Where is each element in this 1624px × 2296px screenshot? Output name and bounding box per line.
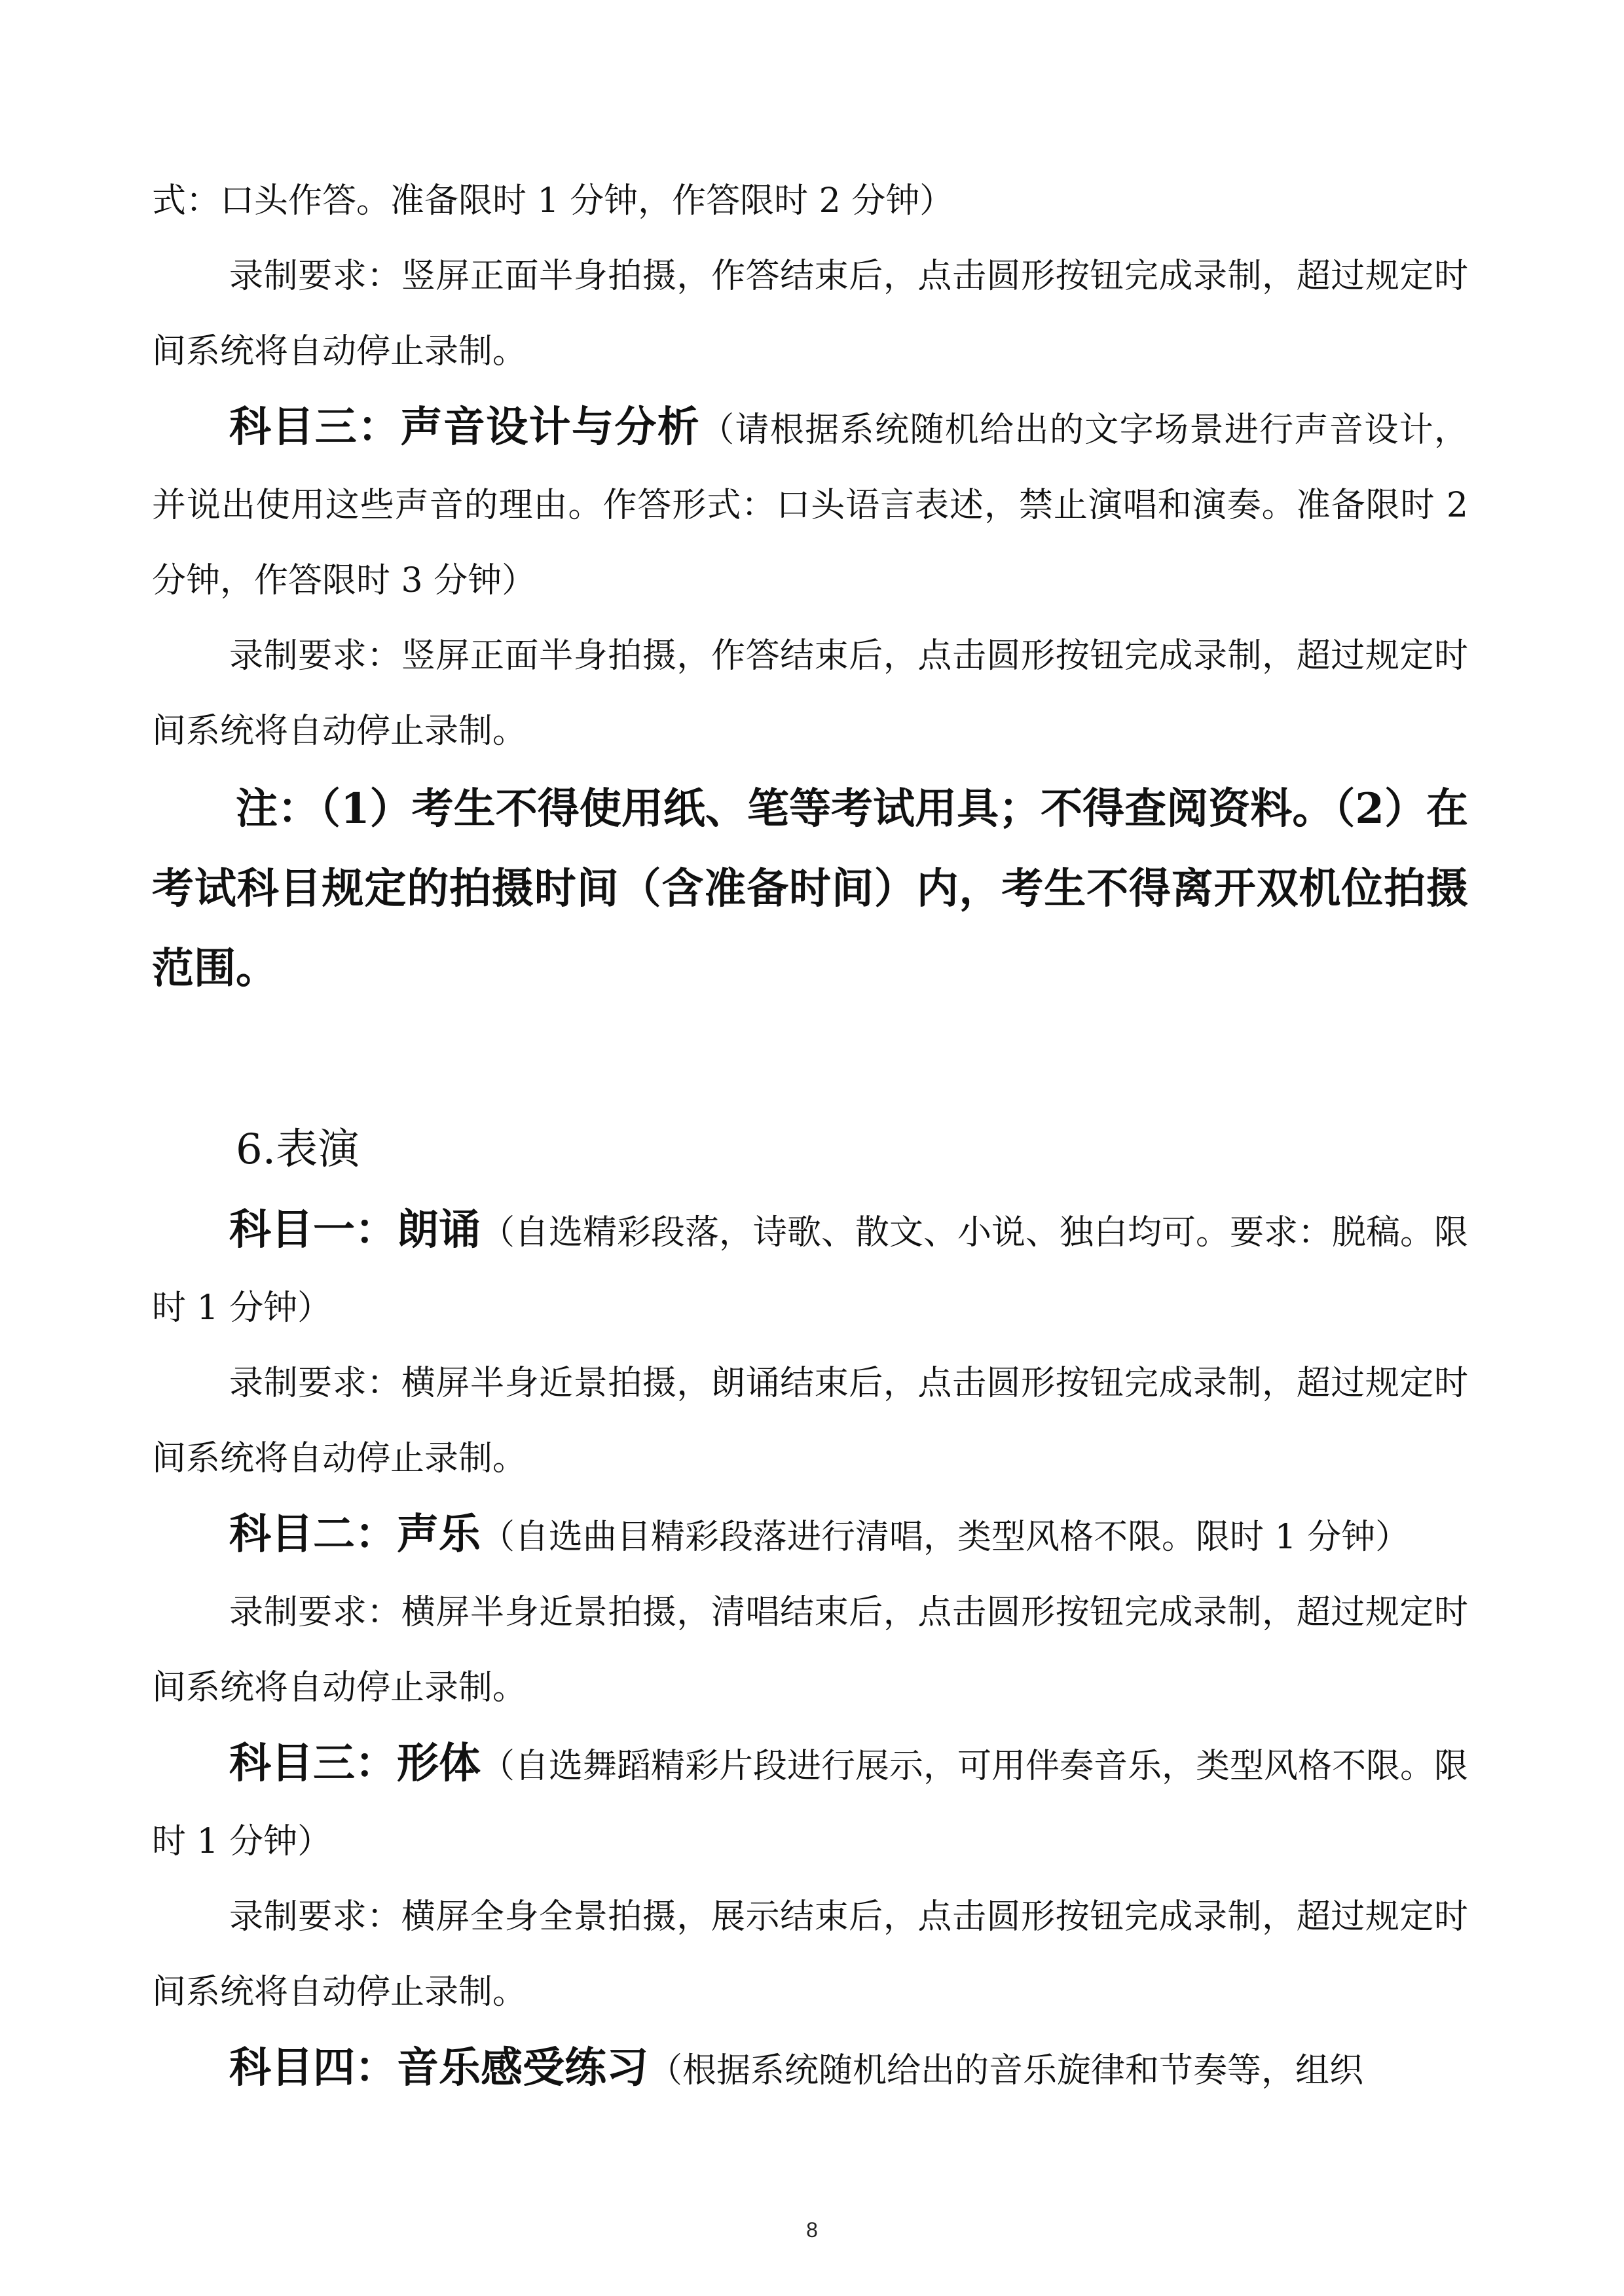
section-heading	[152, 1107, 1468, 1192]
recording-requirement	[152, 1575, 1468, 1726]
paragraph-text: 录制要求：横屏半身近景拍摄，清唱结束后，点击圆形按钮完成录制，超过规定时间系统将自动停止录制。	[152, 1593, 1468, 1707]
subject-paragraph	[152, 2030, 1468, 2109]
subject-heading: 科目三：声音设计与分析	[229, 403, 701, 452]
subject-paragraph	[152, 1497, 1468, 1575]
subject-description: （自选舞蹈精彩片段进行展示，可用伴奏音乐，类型风格不限。限时 1 分钟）	[152, 1747, 1469, 1861]
page-number: 8	[806, 2218, 818, 2242]
subject-description: （根据系统随机给出的音乐旋律和节奏等，组织	[648, 2051, 1364, 2090]
paragraph-text: 录制要求：横屏全身全景拍摄，展示结束后，点击圆形按钮完成录制，超过规定时间系统将自动停止录制。	[152, 1897, 1468, 2012]
subject-paragraph	[152, 1726, 1468, 1880]
section-title: 6.表演	[236, 1125, 360, 1174]
document-body	[152, 164, 1468, 2109]
subject-heading: 科目二：声乐	[229, 1510, 481, 1559]
paragraph-text: 录制要求：竖屏正面半身拍摄，作答结束后，点击圆形按钮完成录制，超过规定时间系统将自动停止录制。	[152, 257, 1468, 371]
paragraph-continued	[152, 164, 1468, 239]
recording-requirement	[152, 1880, 1468, 2030]
subject-paragraph	[152, 390, 1468, 619]
recording-requirement	[152, 239, 1468, 390]
subject-heading: 科目一：朗诵	[229, 1205, 481, 1254]
paragraph-text: 式：口头作答。准备限时 1 分钟，作答限时 2 分钟）	[152, 181, 954, 221]
note-text: 注：（1）考生不得使用纸、笔等考试用具；不得查阅资料。（2）在考试科目规定的拍摄时间（含准备时间）内，考生不得离开双机位拍摄范围。	[152, 784, 1468, 993]
subject-paragraph	[152, 1192, 1468, 1346]
subject-description: （请根据系统随机给出的文字场景进行声音设计，并说出使用这些声音的理由。作答形式：口头语言表述，禁止演唱和演奏。准备限时 2 分钟，作答限时 3 分钟）	[152, 410, 1468, 600]
paragraph-text: 录制要求：横屏半身近景拍摄，朗诵结束后，点击圆形按钮完成录制，超过规定时间系统将自动停止录制。	[152, 1364, 1468, 1478]
recording-requirement	[152, 619, 1468, 769]
subject-description: （自选曲目精彩段落进行清唱，类型风格不限。限时 1 分钟）	[481, 1518, 1410, 1557]
subject-heading: 科目三：形体	[229, 1739, 481, 1788]
subject-description: （自选精彩段落，诗歌、散文、小说、独白均可。要求：脱稿。限时 1 分钟）	[152, 1213, 1469, 1328]
paragraph-text: 录制要求：竖屏正面半身拍摄，作答结束后，点击圆形按钮完成录制，超过规定时间系统将自动停止录制。	[152, 636, 1468, 751]
note-paragraph	[152, 769, 1468, 1009]
recording-requirement	[152, 1346, 1468, 1497]
section-spacer	[152, 1009, 1468, 1107]
subject-heading: 科目四：音乐感受练习	[229, 2043, 648, 2092]
